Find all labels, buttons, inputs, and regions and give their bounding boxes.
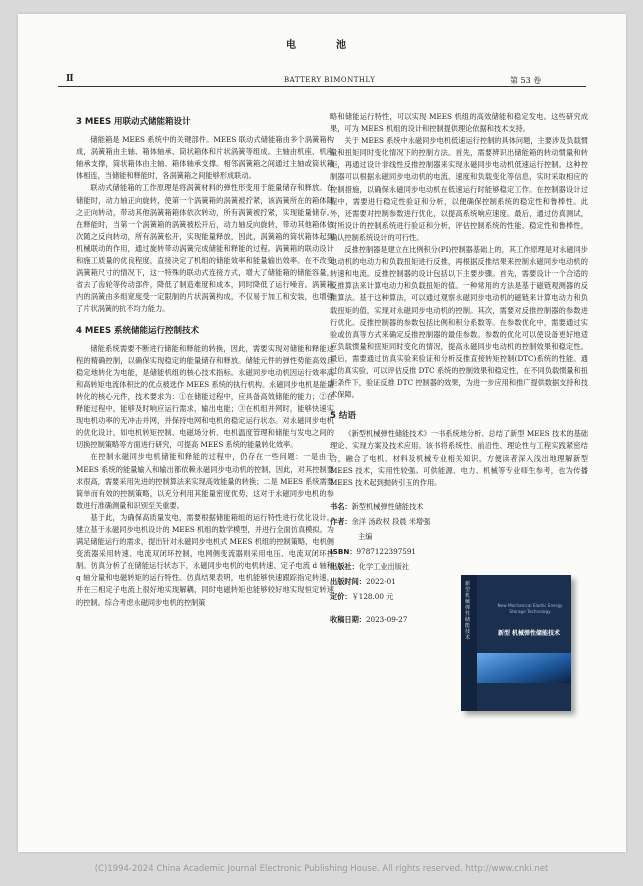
journal-page	[18, 14, 626, 852]
continued-paragraph: 略和储能运行特性，可以实现 MEES 机组的高效储能和稳定发电。这些研究成果，可为 MEES 机组的设计和控制提供理论依据和技术支持。	[330, 112, 588, 134]
journal-title-en: BATTERY BIMONTHLY	[284, 76, 376, 84]
book-isbn-row: ISBN：9787122397591	[330, 546, 416, 556]
section-3-paragraph-1: 储能箱是 MEES 系统中的关键部件。MEES 联动式储能箱由多个涡簧箱构成，涡簧箱由主轴、箱体轴承、筒状箱体和片状涡簧等组成。主轴由机座、机座轴承支撑，筒状箱体由主轴、箱体轴承支撑。相邻涡簧箱之间通过主轴或筒状箱体相连，当储能和释能时，各涡簧箱之间能够形成联动。	[76, 135, 334, 181]
section-4-paragraph-2: 在控制永磁同步电机储能和释能的过程中，仍存在一些问题：一是由于 MEES 系统的能量输入和输出都依赖永磁同步电动机的控制，因此，对其控制要求很高，需要采用先进的控制算法来实现高效能量的转换；二是 MEES 系统需要简单而有效的控制策略，以充分利用其能量密度优势，这对于永磁同步电机的参数进行准确测量和识别至关重要。	[76, 452, 334, 510]
section-3-paragraph-2: 联动式储能箱的工作原理是将涡簧材料的弹性形变用于能量储存和释放。在储能时，动力轴正向旋转，使第一个涡簧箱的涡簧被拧紧，该涡簧所在的箱体随之正向转动，带动其他涡簧箱箱体依次转动，所有涡簧被拧紧，实现能量储存。在释能时，当第一个涡簧箱的涡簧被松开后，动力轴反向旋转，带动其他箱体依次随之反向转动，所有涡簧松开，实现能量释放，因此，涡簧箱的筒状箱体起到机械联动的作用，通过旋转带动涡簧完成储能和释能的过程。涡簧箱的联动设计和施工质量的优良程度，直接决定了机组的储能效率和能量输出效率。在不改变涡簧箱尺寸的情况下，这一特殊的联动式连接方式，增大了储能箱的储能容量，省去了齿轮等传动部件，降低了制造难度和成本，同时降低了运行噪音。涡簧箱内的涡簧由多组宽度受一定限制的片状涡簧构成，不仅易于加工和安装，也增强了片状涡簧的抗不均力能力。	[76, 183, 334, 314]
received-date-row: 收稿日期：2023-09-27	[330, 614, 408, 624]
section-4-heading: 4 MEES 系统储能运行控制技术	[76, 325, 200, 336]
copyright-footer: (C)1994-2024 China Academic Journal Electronic Publishing House. All rights reserved. http://www.cnki.net	[94, 864, 549, 874]
section-3-heading: 3 MEES 用联动式储能箱设计	[76, 117, 191, 127]
header-rule	[58, 86, 586, 87]
book-date-row: 出版时间：2022-01	[330, 576, 396, 586]
page-header	[18, 14, 626, 84]
section-4-paragraph-1: 储能系统需要不断进行储能和释能的转换，因此，需要实现对储能和释能过程的精确控制，以确保实现稳定的能量储存和释放。储能元件的弹性势能高效且稳定地转化为电能，是储能机组的核心技术指标。永磁同步电动机因运行效率高和高转矩电流体积比的优点被选作 MEES 系统的执行机构。永磁同步电机是能量转化的核心元件，技术要求为：①在储能过程中，应具备高效储能的能力；②在释能过程中，能够及时响应运行需求，输出电能；③在机组并网时，能够快速实现电机功率的无冲击并网，并保持电网和电机的稳定运行状态。对永磁同步电机的优化设计，如电机转矩控制、电磁场分析、电机温度管理和储能与发电之间的切换控制策略等方面进行研究，可提高 MEES 系统的能量转化效率。	[76, 343, 334, 450]
control-paragraph-2: 反推控制器是建立在比例积分(PI)控制器基础上的，其工作原理是对永磁同步电动机的电动力和负载扭矩进行反推，再根据反推结果来控制永磁同步电动机的转速和电流。反推控制器的设计包括以下主要步骤。首先，需要设计一个合适的反推算法来计算电动力和负载扭矩的值。一种常用的方法是基于磁链观测器的反推算法。基于这种算法，可以通过观察永磁同步电动机的磁链来计算电动力和负载扭矩的值，实现对永磁同步电动机的控制。其次，需要对反推控制器的参数进行优化。反推控制器的参数包括比例和积分系数等。在参数优化中，需要通过实验或仿真等方式来确定反推控制器的最佳参数。参数的优化可以使设备更好地适应负载惯量和扭矩同时变化的情况，提高永磁同步电动机的控制效果和稳定性。最后，需要通过仿真实验来验证和分析反推直接转矩控制(DTC)系统的性能。通过仿真实验，可以评估反推 DTC 系统的控制效果和稳定性，在不同负载惯量和扭矩条件下，验证反推 DTC 控制器的效果，为进一步应用和推广提供数据支持和技术保障。	[330, 245, 588, 400]
book-cover-graphic	[477, 653, 571, 683]
section-5-heading: 5 结语	[330, 411, 356, 422]
book-price-row: 定价：￥128.00 元	[330, 591, 394, 601]
page-number: Ⅱ	[66, 74, 74, 84]
book-author-suffix: 主编	[358, 531, 373, 541]
book-publisher-row: 出版社：化学工业出版社	[330, 561, 410, 571]
volume-label: 第 53 卷	[510, 76, 542, 85]
control-paragraph-1: 关于 MEES 系统中永磁同步电机低速运行控制的具体问题，主要涉及负载惯量和扭矩同时变化情况下的控制方法。首先，需要辨识出储能箱的转动惯量和转矩，再通过设计非线性反推控制器来实现永磁同步电动机低速运行控制。这种控制器可以根据永磁同步电动机的电流、速度和负载变化等信息，实时采取相应的控制措施，以确保永磁同步电动机在低速运行时能够稳定工作。在控制器设计过程中，需要进行稳定性验证和分析，以便确保控制系统的稳定性和鲁棒性。此外，还需要对控制参数进行优化，以提高系统响应速度。最后，通过仿真测试，对所设计的控制系统进行验证和分析，评估控制系统的性能、稳定性和鲁棒性，确认控制系统设计的可行性。	[330, 136, 588, 242]
book-title-row: 书名：新型机械弹性储能技术	[330, 501, 424, 511]
book-author-row: 作者：余洋 汤政权 段晨 米增强	[330, 516, 431, 526]
book-vertical-title: 新型机械弹性储能技术	[465, 581, 471, 641]
left-column	[76, 110, 334, 609]
book-english-title: New Mechanical Elastic Energy Storage Technology	[497, 603, 563, 614]
book-cover-image	[461, 575, 571, 711]
right-column	[330, 111, 588, 627]
section-4-paragraph-3: 基于此，为确保高质量发电，需要根据储能箱组的运行特性进行优化设计。建立基于永磁同步电机设计的 MEES 机组的数学模型，并进行全面仿真模拟。为满足储能运行的需求，提出针对永磁同步电机式 MEES 机组的控制策略，电机侧变流器采用转速、电流双闭环控制，电网侧变流器则采用电压、电流双闭环控制。仿真分析了在储能运行状态下，永磁同步电机的电机转速、定子电流 d 轴和 q 轴分量和电磁转矩的运行特性。仿真结果表明，电机能够快速跟踪指定转速，并在三相定子电流上很好地实现解耦，同时电磁转矩也能够较好地实现恒定转速的控制。综合考虑永磁同步电机的控制策	[76, 512, 334, 607]
book-chinese-title: 新型 机械弹性储能技术	[497, 630, 561, 637]
conclusion-paragraph: 《新型机械弹性储能技术》一书系统地分析、总结了新型 MEES 技术的基础理论、实现方案及技术应用。该书将系统性、前沿性、理论性与工程实践紧密结合，融合了电机、材料及机械专业相关知识，方便读者深入浅出地理解新型 MEES 技术，实用性较强。可供能源、电力、机械等专业师生参考，也为传播 MEES 技术起到抛砖引玉的作用。	[330, 429, 588, 487]
journal-title-cn: 电池	[286, 40, 386, 51]
